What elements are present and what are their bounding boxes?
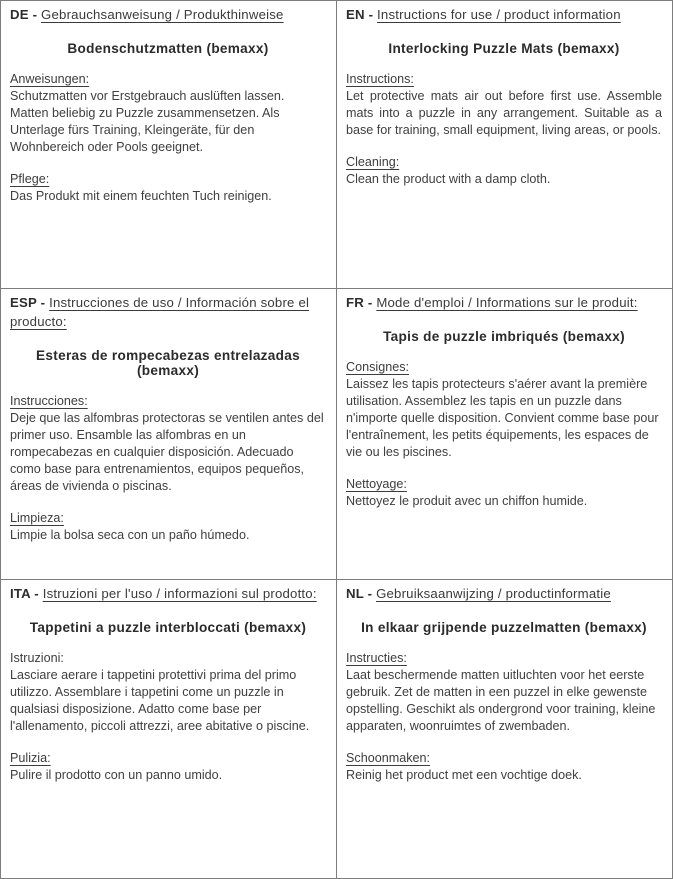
section-label-en-instructions: Instructions:: [346, 72, 414, 86]
language-header-esp: [10, 293, 326, 331]
header-text-ita: Istruzioni per l'uso / informazioni sul prodotto:: [42, 586, 317, 601]
section-text-esp-instructions: Deje que las alfombras protectoras se ventilen antes del primer uso. Ensamble las alfombras en un rompecabezas en cualquier disposición. Adecuado como base para entrenamientos, equipos pequeños, áreas de vivienda o piscinas.: [10, 411, 324, 493]
language-header-de: [10, 5, 326, 24]
cell-de: [1, 1, 337, 289]
section-label-en-cleaning: Cleaning:: [346, 155, 400, 169]
section-text-fr-cleaning: Nettoyez le produit avec un chiffon humide.: [346, 494, 588, 508]
language-header-nl: [346, 584, 662, 603]
cell-nl: [337, 580, 672, 878]
header-text-esp: Instrucciones de uso / Información sobre el producto:: [10, 295, 310, 329]
section-label-esp-instructions: Instrucciones:: [10, 394, 88, 408]
section-label-fr-instructions: Consignes:: [346, 360, 410, 374]
header-text-en: Instructions for use / product information: [377, 7, 621, 22]
cell-fr: [337, 289, 672, 580]
language-code-esp: ESP -: [10, 295, 50, 310]
section-text-esp-cleaning: Limpie la bolsa seca con un paño húmedo.: [10, 528, 250, 542]
language-code-fr: FR -: [346, 295, 377, 310]
section-label-ita-cleaning: Pulizia:: [10, 751, 51, 765]
language-header-ita: [10, 584, 326, 603]
language-code-nl: NL -: [346, 586, 377, 601]
language-header-fr: [346, 293, 662, 312]
header-text-de: Gebrauchsanweisung / Produkthinweise: [41, 7, 284, 22]
section-text-de-instructions: Schutzmatten vor Erstgebrauch auslüften lassen. Matten beliebig zu Puzzle zusammensetzen. Als Unterlage fürs Training, Kleingeräte, für den Wohnbereich oder Pools geeignet.: [10, 89, 285, 154]
cell-esp: [1, 289, 337, 580]
language-code-en: EN -: [346, 7, 378, 22]
section-label-de-instructions: Anweisungen:: [10, 72, 90, 86]
section-label-nl-instructions: Instructies:: [346, 651, 407, 665]
section-label-ita-instructions: Istruzioni:: [10, 651, 64, 665]
language-code-ita: ITA -: [10, 586, 43, 601]
header-text-fr: Mode d'emploi / Informations sur le produit:: [376, 295, 638, 310]
product-title-de: Bodenschutzmatten (bemaxx): [67, 41, 269, 56]
product-title-en: Interlocking Puzzle Mats (bemaxx): [388, 41, 620, 56]
section-text-fr-instructions: Laissez les tapis protecteurs s'aérer avant la première utilisation. Assemblez les tapis en un puzzle dans n'importe quelle disposition. Convient comme base pour l'entraînement, les petits équipements, les espaces de vie ou les piscines.: [346, 377, 659, 459]
section-text-ita-instructions: Lasciare aerare i tappetini protettivi prima del primo utilizzo. Assemblare i tappetini come un puzzle in qualsiasi disposizione. Adatto come base per l'allenamento, piccoli attrezzi, aree abitative o piscine.: [10, 668, 310, 733]
section-text-en-cleaning: Clean the product with a damp cloth.: [346, 172, 551, 186]
section-label-de-care: Pflege:: [10, 172, 50, 186]
section-text-en-instructions: Let protective mats air out before first use. Assemble mats into a puzzle in any arrangement. Suitable as a base for training, small equipment, living areas, or pools.: [346, 89, 662, 137]
section-text-nl-cleaning: Reinig het product met een vochtige doek.: [346, 768, 582, 782]
product-title-esp: Esteras de rompecabezas entrelazadas (bemaxx): [36, 348, 300, 378]
section-label-esp-cleaning: Limpieza:: [10, 511, 64, 525]
language-code-de: DE -: [10, 7, 42, 22]
product-title-nl: In elkaar grijpende puzzelmatten (bemaxx): [361, 620, 647, 635]
section-text-nl-instructions: Laat beschermende matten uitluchten voor het eerste gebruik. Zet de matten in een puzzel in elke gewenste opstelling. Geschikt als ondergrond voor training, kleine apparaten, woonruimtes of zwembaden.: [346, 668, 656, 733]
header-text-nl: Gebruiksaanwijzing / productinformatie: [376, 586, 611, 601]
product-title-fr: Tapis de puzzle imbriqués (bemaxx): [383, 329, 625, 344]
cell-ita: [1, 580, 337, 878]
section-label-nl-cleaning: Schoonmaken:: [346, 751, 431, 765]
language-header-en: [346, 5, 662, 24]
section-text-ita-cleaning: Pulire il prodotto con un panno umido.: [10, 768, 223, 782]
section-label-fr-cleaning: Nettoyage:: [346, 477, 407, 491]
product-title-ita: Tappetini a puzzle interbloccati (bemaxx): [29, 620, 307, 635]
cell-en: [337, 1, 672, 289]
section-text-de-care: Das Produkt mit einem feuchten Tuch reinigen.: [10, 189, 272, 203]
